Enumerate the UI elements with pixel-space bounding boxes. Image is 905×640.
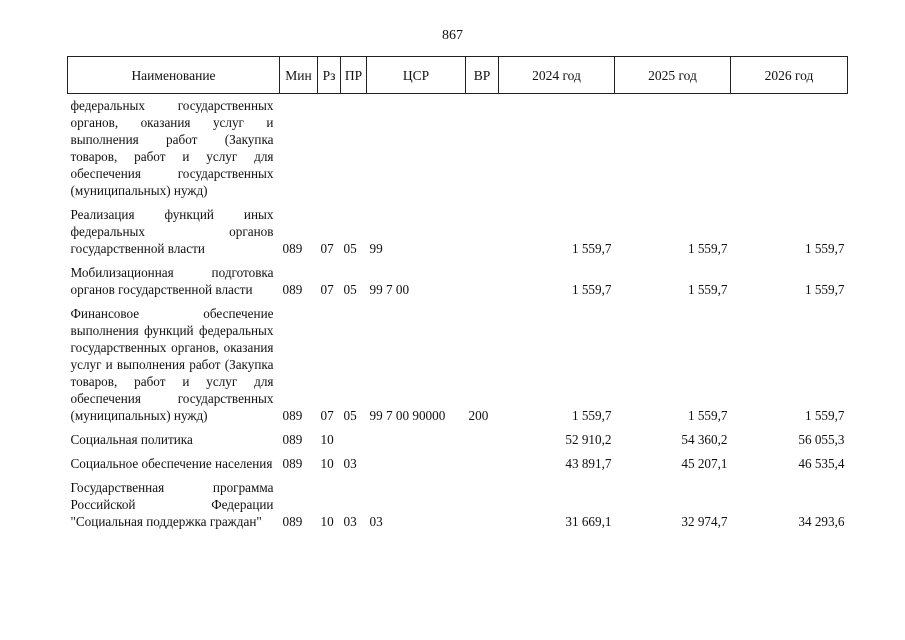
row-name: Социальное обеспечение населения	[70, 456, 273, 471]
row-vr: 200	[468, 408, 489, 423]
table-row	[68, 473, 848, 531]
header-2026: 2026 год	[731, 57, 848, 94]
row-value-2025	[615, 94, 731, 201]
table-row	[68, 299, 848, 425]
row-min: 089	[282, 241, 303, 256]
header-name: Наименование	[68, 57, 280, 94]
row-pr: 03	[343, 456, 357, 471]
row-value-2026: 1 559,7	[804, 241, 845, 256]
row-min	[280, 94, 318, 201]
table-header-row	[68, 57, 848, 94]
row-rz: 07	[320, 282, 334, 297]
table-row	[68, 449, 848, 473]
row-value-2025: 54 360,2	[681, 432, 728, 447]
header-rz: Рз	[318, 57, 341, 94]
row-value-2024: 31 669,1	[565, 514, 612, 529]
row-value-2025: 45 207,1	[681, 456, 728, 471]
table-row	[68, 200, 848, 258]
row-rz: 10	[320, 514, 334, 529]
row-value-2026: 46 535,4	[798, 456, 845, 471]
row-csr: 99 7 00 90000	[369, 408, 446, 423]
row-csr	[367, 449, 466, 473]
row-pr: 05	[343, 282, 357, 297]
row-vr	[466, 473, 499, 531]
row-value-2025: 1 559,7	[687, 282, 728, 297]
row-min: 089	[282, 432, 303, 447]
row-min: 089	[282, 408, 303, 423]
row-pr: 03	[343, 514, 357, 529]
header-csr: ЦСР	[367, 57, 466, 94]
row-csr: 99	[369, 241, 383, 256]
row-rz: 10	[320, 456, 334, 471]
row-name: федеральных государственных органов, оказания услуг и выполнения работ (Закупка товаров, работ и услуг для обеспечения государственных (муниципальных) нужд)	[70, 98, 274, 198]
row-rz: 10	[320, 432, 334, 447]
row-csr	[367, 94, 466, 201]
row-name: Реализация функций иных федеральных органов государственной власти	[70, 207, 274, 256]
header-2025: 2025 год	[615, 57, 731, 94]
row-name: Мобилизационная подготовка органов государственной власти	[70, 265, 274, 297]
row-vr	[466, 200, 499, 258]
row-rz: 07	[320, 241, 334, 256]
row-min: 089	[282, 456, 303, 471]
table-row	[68, 94, 848, 201]
header-vr: ВР	[466, 57, 499, 94]
row-pr	[341, 425, 367, 449]
row-value-2024	[499, 94, 615, 201]
row-value-2024: 43 891,7	[565, 456, 612, 471]
row-value-2024: 52 910,2	[565, 432, 612, 447]
row-csr: 99 7 00	[369, 282, 410, 297]
budget-table	[67, 56, 848, 531]
row-value-2026: 56 055,3	[798, 432, 845, 447]
row-value-2026	[731, 94, 848, 201]
row-min: 089	[282, 514, 303, 529]
row-value-2026: 34 293,6	[798, 514, 845, 529]
row-vr	[466, 425, 499, 449]
row-csr: 03	[369, 514, 383, 529]
row-value-2026: 1 559,7	[804, 408, 845, 423]
row-value-2024: 1 559,7	[571, 408, 612, 423]
row-name: Социальная политика	[70, 432, 193, 447]
row-value-2025: 1 559,7	[687, 241, 728, 256]
row-rz: 07	[320, 408, 334, 423]
row-name: Государственная программа Российской Федерации "Социальная поддержка граждан"	[70, 480, 274, 529]
table-row	[68, 258, 848, 299]
header-2024: 2024 год	[499, 57, 615, 94]
row-min: 089	[282, 282, 303, 297]
row-pr	[341, 94, 367, 201]
row-csr	[367, 425, 466, 449]
row-vr	[466, 258, 499, 299]
page-number: 867	[442, 28, 463, 43]
row-name: Финансовое обеспечение выполнения функций федеральных государственных органов, оказания услуг и выполнения работ (Закупка товаров, работ и услуг для обеспечения государственных (муниципальных) нужд)	[70, 306, 274, 423]
row-value-2025: 32 974,7	[681, 514, 728, 529]
row-value-2026: 1 559,7	[804, 282, 845, 297]
row-pr: 05	[343, 408, 357, 423]
row-vr	[466, 94, 499, 201]
table-row	[68, 425, 848, 449]
header-min: Мин	[280, 57, 318, 94]
row-value-2025: 1 559,7	[687, 408, 728, 423]
row-rz	[318, 94, 341, 201]
row-value-2024: 1 559,7	[571, 241, 612, 256]
header-pr: ПР	[341, 57, 367, 94]
row-vr	[466, 449, 499, 473]
row-value-2024: 1 559,7	[571, 282, 612, 297]
row-pr: 05	[343, 241, 357, 256]
